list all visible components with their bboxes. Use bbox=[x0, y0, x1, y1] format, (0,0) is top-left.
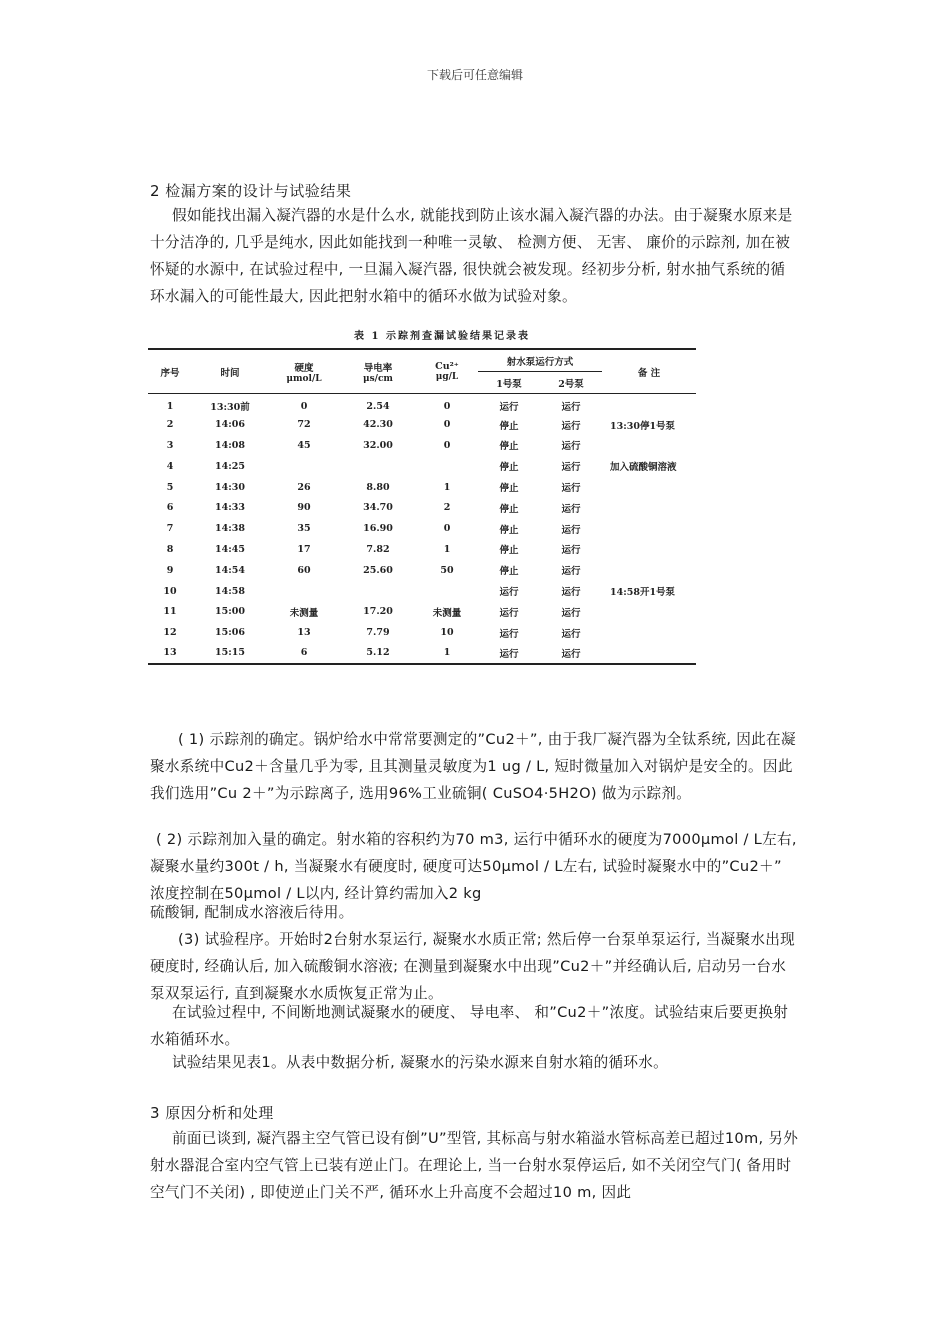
cell-time: 14:38 bbox=[215, 523, 245, 535]
cell-hardness: 35 bbox=[297, 523, 311, 535]
cell-remark bbox=[602, 497, 696, 518]
cell-p2: 运行 bbox=[561, 587, 581, 599]
cell-cond: 25.60 bbox=[363, 564, 393, 576]
paragraph-test-result: 试验结果见表1。从表中数据分析, 凝聚水的污染水源来自射水箱的循环水。 bbox=[172, 1054, 669, 1071]
cell-time: 14:08 bbox=[215, 439, 245, 451]
cell-cu: 0 bbox=[443, 523, 451, 535]
cell-cu bbox=[416, 581, 478, 602]
page-header: 下载后可任意编辑 bbox=[426, 68, 523, 82]
cell-p2: 运行 bbox=[561, 524, 581, 536]
cell-cu bbox=[416, 456, 478, 477]
cell-time: 15:15 bbox=[215, 647, 245, 659]
cell-p2: 运行 bbox=[561, 648, 581, 660]
table-row bbox=[148, 497, 696, 518]
cell-seq: 4 bbox=[166, 460, 174, 472]
cell-p1: 停止 bbox=[499, 462, 519, 474]
header-pump-group: 射水泵运行方式 bbox=[478, 349, 602, 372]
cell-time: 14:54 bbox=[215, 564, 245, 576]
cell-time: 14:25 bbox=[215, 460, 245, 472]
cell-cond: 32.00 bbox=[363, 439, 393, 451]
cell-seq: 9 bbox=[166, 564, 174, 576]
cell-remark: 加入硫酸铜溶液 bbox=[610, 462, 677, 474]
cell-remark bbox=[602, 643, 696, 664]
cell-p1: 停止 bbox=[499, 503, 519, 515]
cell-cu: 1 bbox=[443, 481, 451, 493]
cell-cond: 7.82 bbox=[366, 543, 390, 555]
table-caption: 表 1 示踪剂查漏试验结果记录表 bbox=[354, 331, 530, 342]
cell-cond: 2.54 bbox=[366, 400, 390, 412]
cell-hardness bbox=[268, 581, 340, 602]
cell-p2: 运行 bbox=[561, 402, 581, 414]
cell-p2: 运行 bbox=[561, 462, 581, 474]
section-3-body: 前面已谈到, 凝汽器主空气管已设有倒”U”型管, 其标高与射水箱溢水管标高差已超过10m, 另外射水器混合室内空气管上已装有逆止门。在理论上, 当一台射水泵停运后, 如不关闭空气门( 备用时空气门不关闭) , 即使逆止门关不严, 循环水上升高度不会超过10 m, 因此 bbox=[150, 1130, 799, 1201]
table-row bbox=[148, 560, 696, 581]
cell-hardness: 13 bbox=[297, 627, 311, 639]
cell-seq: 2 bbox=[166, 419, 174, 431]
cell-hardness: 90 bbox=[297, 502, 311, 514]
table-row bbox=[148, 477, 696, 498]
cell-p1: 停止 bbox=[499, 566, 519, 578]
header-cu-label: Cu²⁺ bbox=[435, 361, 459, 372]
table-row bbox=[148, 394, 696, 415]
cell-remark bbox=[602, 477, 696, 498]
cell-seq: 7 bbox=[166, 523, 174, 535]
cell-hardness: 0 bbox=[300, 400, 308, 412]
cell-hardness bbox=[268, 456, 340, 477]
cell-seq: 10 bbox=[163, 585, 177, 597]
header-time: 时间 bbox=[220, 367, 240, 379]
cell-time: 14:06 bbox=[215, 419, 245, 431]
table-row bbox=[148, 414, 696, 435]
cell-p1: 运行 bbox=[499, 402, 519, 414]
cell-p2: 运行 bbox=[561, 607, 581, 619]
cell-cond bbox=[340, 581, 416, 602]
header-hardness bbox=[268, 349, 340, 394]
cell-cond: 8.80 bbox=[366, 481, 390, 493]
cell-p1: 停止 bbox=[499, 420, 519, 432]
table-row bbox=[148, 601, 696, 622]
cell-hardness: 17 bbox=[297, 543, 311, 555]
table-row bbox=[148, 435, 696, 456]
cell-remark bbox=[602, 539, 696, 560]
cell-cu: 1 bbox=[443, 543, 451, 555]
cell-seq: 12 bbox=[163, 627, 177, 639]
table-row bbox=[148, 643, 696, 664]
table-row bbox=[148, 622, 696, 643]
cell-cond: 7.79 bbox=[366, 627, 390, 639]
header-conductivity bbox=[340, 349, 416, 394]
cell-seq: 6 bbox=[166, 502, 174, 514]
cell-cu: 0 bbox=[443, 400, 451, 412]
paragraph-test-measurement: 在试验过程中, 不间断地测试凝聚水的硬度、 导电率、 和”Cu2＋”浓度。试验结束后要更换射水箱循环水。 bbox=[150, 1004, 789, 1048]
cell-time: 15:00 bbox=[215, 606, 245, 618]
cell-hardness: 26 bbox=[297, 481, 311, 493]
cell-cu: 未测量 bbox=[432, 607, 462, 619]
cell-time: 14:58 bbox=[215, 585, 245, 597]
paragraph-test-procedure: (3) 试验程序。开始时2台射水泵运行, 凝聚水水质正常; 然后停一台泵单泵运行, 当凝聚水出现硬度时, 经确认后, 加入硫酸铜水溶液; 在测量到凝聚水中出现”Cu2＋”并经确认后, 启动另一台水泵双泵运行, 直到凝聚水水质恢复正常为止。 bbox=[150, 931, 796, 1002]
section-3-title: 3 原因分析和处理 bbox=[150, 1104, 274, 1122]
cell-cu: 10 bbox=[440, 627, 454, 639]
header-seq: 序号 bbox=[160, 367, 180, 379]
cell-time: 15:06 bbox=[215, 627, 245, 639]
cell-cu: 0 bbox=[443, 439, 451, 451]
table-row bbox=[148, 539, 696, 560]
cell-p1: 运行 bbox=[499, 648, 519, 660]
cell-remark bbox=[602, 622, 696, 643]
table-row bbox=[148, 456, 696, 477]
cell-seq: 11 bbox=[163, 606, 177, 618]
cell-cond: 17.20 bbox=[363, 606, 393, 618]
cell-hardness: 6 bbox=[300, 647, 308, 659]
cell-p1: 运行 bbox=[499, 587, 519, 599]
header-cu-unit: μg/L bbox=[435, 372, 459, 382]
header-pump2: 2号泵 bbox=[558, 378, 584, 390]
table-row bbox=[148, 581, 696, 602]
cell-p1: 运行 bbox=[499, 628, 519, 640]
results-table-block bbox=[148, 326, 696, 665]
header-pump1: 1号泵 bbox=[496, 378, 522, 390]
cell-remark: 14:58开1号泵 bbox=[610, 587, 676, 599]
cell-p2: 运行 bbox=[561, 628, 581, 640]
cell-time: 14:45 bbox=[215, 543, 245, 555]
header-cu bbox=[416, 349, 478, 394]
cell-hardness: 45 bbox=[297, 439, 311, 451]
cell-remark bbox=[602, 601, 696, 622]
header-hardness-label: 硬度 bbox=[294, 362, 314, 374]
header-hardness-unit: μmol/L bbox=[286, 373, 322, 384]
cell-p1: 停止 bbox=[499, 524, 519, 536]
cell-hardness: 72 bbox=[297, 419, 311, 431]
header-conductivity-unit: μs/cm bbox=[363, 373, 393, 384]
cell-remark: 13:30停1号泵 bbox=[610, 420, 676, 432]
cell-cu: 0 bbox=[443, 419, 451, 431]
cell-remark bbox=[602, 435, 696, 456]
cell-remark bbox=[602, 560, 696, 581]
results-table bbox=[148, 348, 696, 665]
cell-p1: 运行 bbox=[499, 607, 519, 619]
cell-remark bbox=[602, 518, 696, 539]
cell-cond: 16.90 bbox=[363, 523, 393, 535]
cell-cond: 34.70 bbox=[363, 502, 393, 514]
table-row bbox=[148, 518, 696, 539]
cell-p2: 运行 bbox=[561, 503, 581, 515]
cell-time: 13:30前 bbox=[210, 402, 250, 414]
cell-remark bbox=[602, 394, 696, 415]
cell-seq: 1 bbox=[166, 400, 174, 412]
cell-cond bbox=[340, 456, 416, 477]
cell-cond: 5.12 bbox=[366, 647, 390, 659]
cell-cu: 2 bbox=[443, 502, 451, 514]
cell-p2: 运行 bbox=[561, 441, 581, 453]
section-2-intro: 假如能找出漏入凝汽器的水是什么水, 就能找到防止该水漏入凝汽器的办法。由于凝聚水原来是十分洁净的, 几乎是纯水, 因此如能找到一种唯一灵敏、 检测方便、 无害、 廉价的示踪剂, 加在被怀疑的水源中, 在试验过程中, 一旦漏入凝汽器, 很快就会被发现。经初步分析, 射水抽气系统的循环水漏入的可能性最大, 因此把射水箱中的循环水做为试验对象。 bbox=[150, 207, 793, 305]
cell-seq: 3 bbox=[166, 439, 174, 451]
section-2-title: 2 检漏方案的设计与试验结果 bbox=[150, 182, 352, 200]
cell-p2: 运行 bbox=[561, 545, 581, 557]
cell-p1: 停止 bbox=[499, 441, 519, 453]
cell-p2: 运行 bbox=[561, 483, 581, 495]
paragraph-tracer-selection: ( 1) 示踪剂的确定。锅炉给水中常常要测定的”Cu2＋”, 由于我厂凝汽器为全钛系统, 因此在凝聚水系统中Cu2＋含量几乎为零, 且其测量灵敏度为1 ug / L, 短时微量加入对锅炉是安全的。因此我们选用”Cu 2＋”为示踪离子, 选用96%工业硫铜( CuSO4·5H2O) 做为示踪剂。 bbox=[150, 731, 796, 802]
cell-p2: 运行 bbox=[561, 566, 581, 578]
cell-cu: 1 bbox=[443, 647, 451, 659]
cell-p1: 停止 bbox=[499, 545, 519, 557]
cell-p1: 停止 bbox=[499, 483, 519, 495]
cell-hardness: 未测量 bbox=[289, 607, 319, 619]
cell-cond: 42.30 bbox=[363, 419, 393, 431]
cell-cu: 50 bbox=[440, 564, 454, 576]
cell-seq: 13 bbox=[163, 647, 177, 659]
table-body bbox=[148, 394, 696, 664]
cell-time: 14:33 bbox=[215, 502, 245, 514]
header-conductivity-label: 导电率 bbox=[363, 362, 393, 374]
cell-p2: 运行 bbox=[561, 420, 581, 432]
paragraph-tracer-amount: ( 2) 示踪剂加入量的确定。射水箱的容积约为70 m3, 运行中循环水的硬度为7000μmol / L左右, 凝聚水量约300t / h, 当凝聚水有硬度时, 硬度可达50μmol / L左右, 试验时凝聚水中的”Cu2＋” 浓度控制在50μmol / L以内, 经计算约需加入2 kg bbox=[150, 831, 797, 902]
cell-seq: 5 bbox=[166, 481, 174, 493]
cell-time: 14:30 bbox=[215, 481, 245, 493]
paragraph-tracer-amount-cont: 硫酸铜, 配制成水溶液后待用。 bbox=[150, 904, 354, 921]
header-remark: 备 注 bbox=[637, 367, 661, 379]
cell-hardness: 60 bbox=[297, 564, 311, 576]
cell-seq: 8 bbox=[166, 543, 174, 555]
